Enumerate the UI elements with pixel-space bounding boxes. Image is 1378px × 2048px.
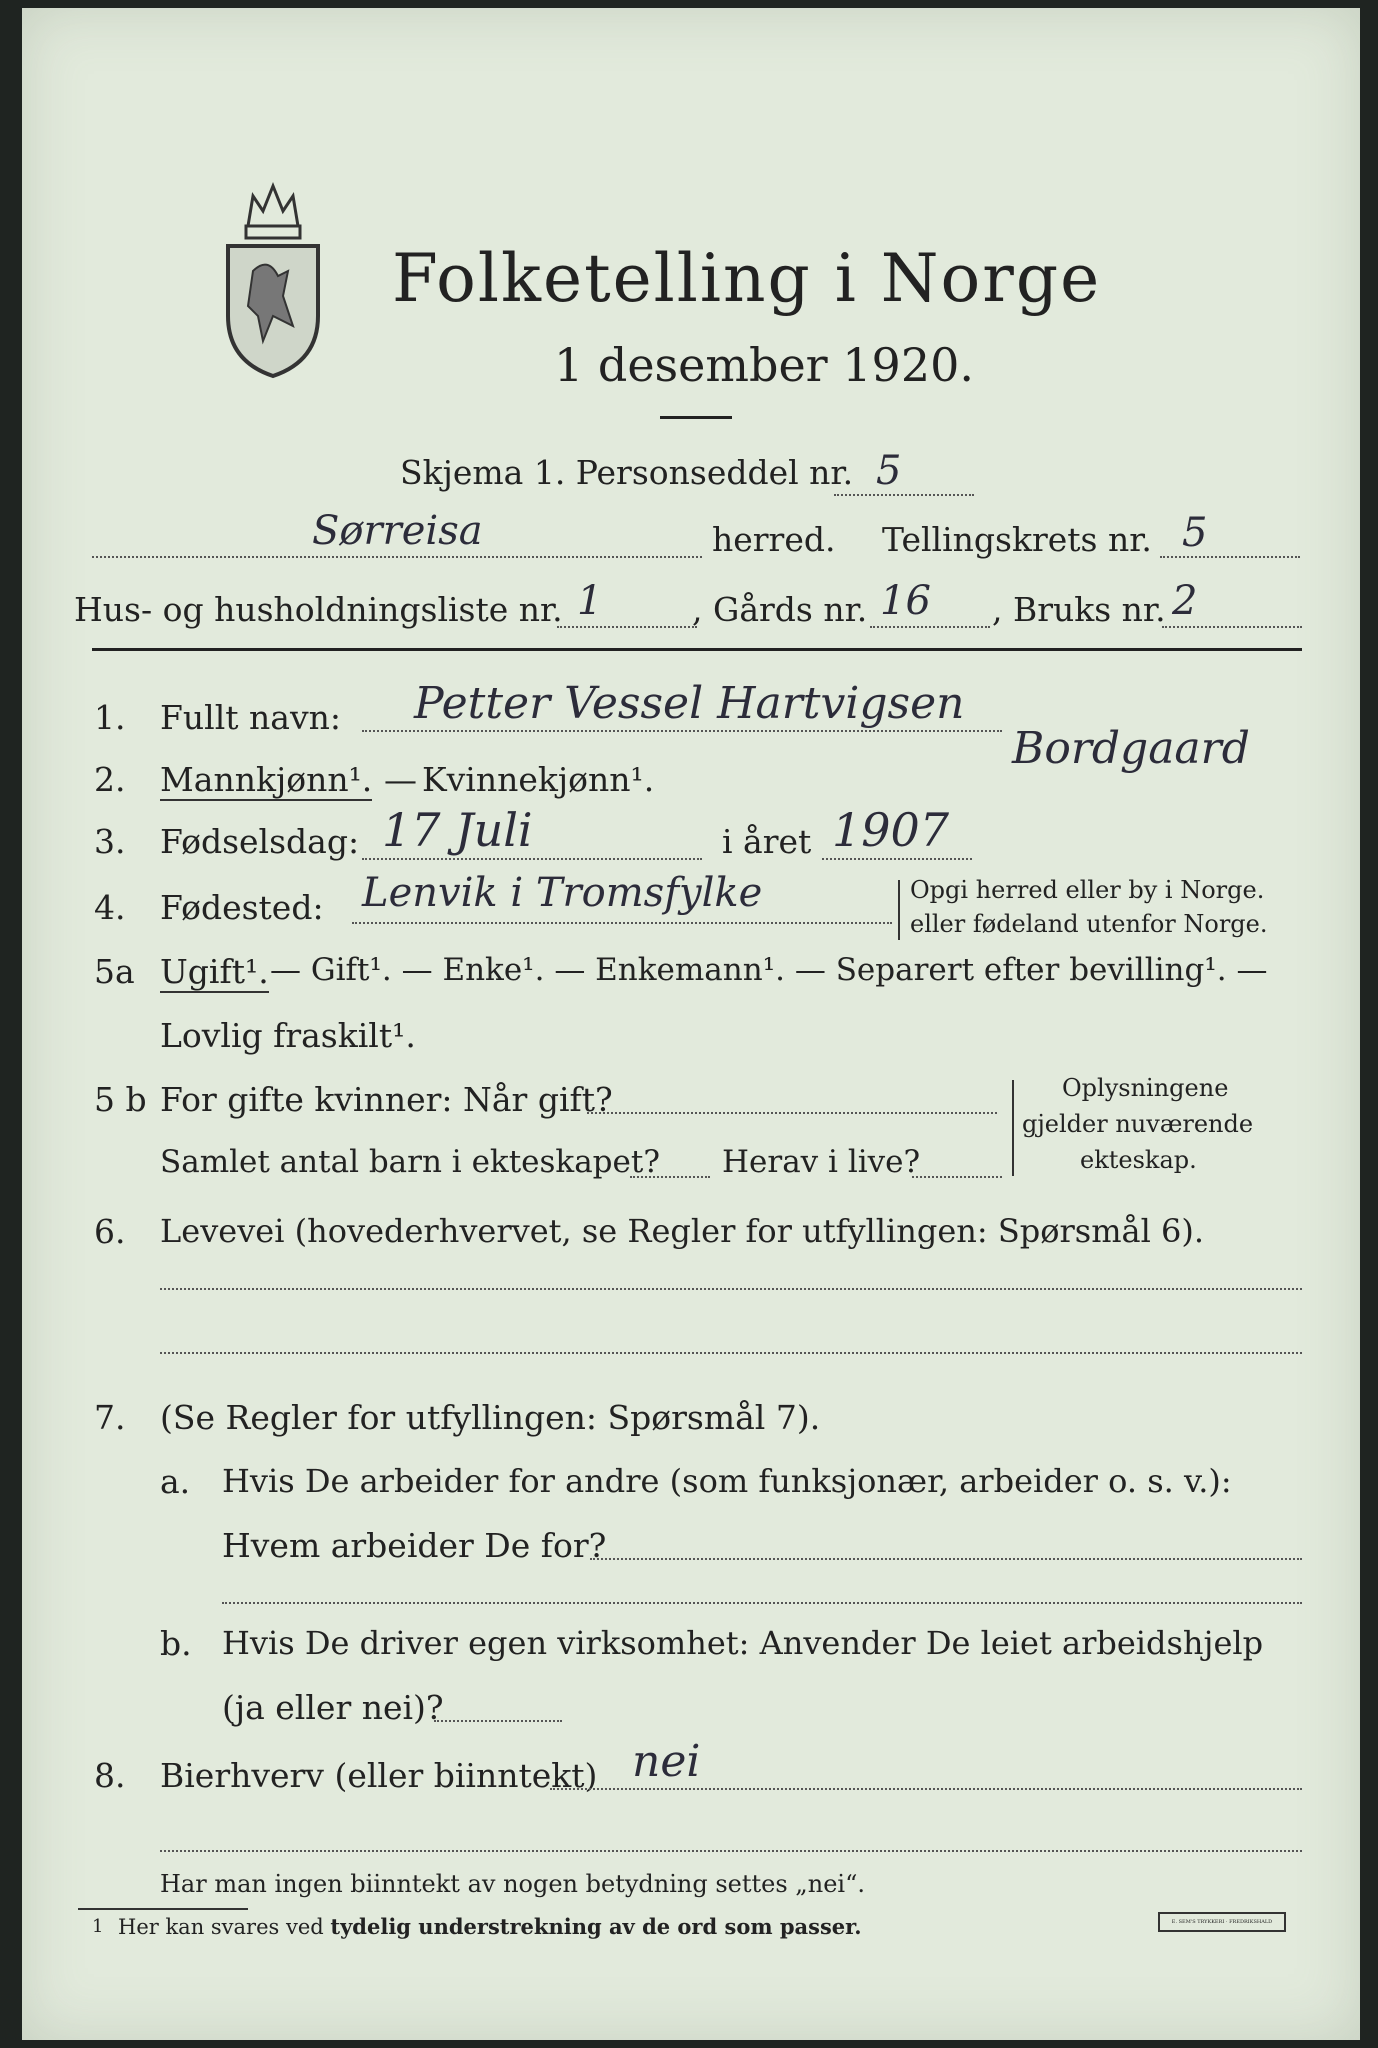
- q6-line-2: [160, 1352, 1302, 1354]
- hus-label: Hus- og husholdningsliste nr.: [74, 590, 563, 629]
- q5b-line-3: [912, 1176, 1002, 1178]
- herred-value: Sørreisa: [312, 508, 483, 554]
- q7a-label-2: Hvem arbeider De for?: [222, 1526, 607, 1565]
- q4-note-1: Opgi herred eller by i Norge.: [910, 876, 1265, 904]
- q2-male: Mannkjønn¹.: [160, 760, 373, 799]
- schema-nr-line: [834, 494, 974, 496]
- gards-label: , Gårds nr.: [692, 590, 868, 629]
- q3-number: 3.: [94, 822, 126, 861]
- q7a-line-1: [590, 1558, 1302, 1560]
- q4-number: 4.: [94, 888, 126, 927]
- title-divider: [660, 416, 732, 419]
- q1-line: [362, 730, 1002, 732]
- q7b-label-2: (ja eller nei)?: [222, 1688, 444, 1727]
- footnote-number: 1: [92, 1916, 104, 1937]
- q5a-line-2: Lovlig fraskilt¹.: [160, 1016, 416, 1055]
- q8-number: 8.: [94, 1756, 126, 1795]
- q8-label: Bierhverv (eller biinntekt): [160, 1756, 598, 1795]
- bruks-line: [1162, 626, 1302, 628]
- q5b-note-3: ekteskap.: [1080, 1146, 1197, 1174]
- krets-value: 5: [1182, 510, 1208, 556]
- q5a-options: — Gift¹. — Enke¹. — Enkemann¹. — Separert efter bevilling¹. —: [270, 952, 1268, 988]
- footnote-text: [118, 1914, 862, 1939]
- q7b-label: Hvis De driver egen virksomhet: Anvender De leiet arbeidshjelp: [222, 1624, 1264, 1662]
- krets-label: Tellingskrets nr.: [882, 520, 1152, 559]
- herred-label: herred.: [712, 520, 836, 559]
- q1-label: Fullt navn:: [160, 698, 341, 737]
- footnote-bold: tydelig understrekning av de ord som passer.: [330, 1914, 862, 1939]
- q5a-ugift: Ugift¹.: [160, 952, 269, 991]
- q5b-number: 5 b: [94, 1080, 147, 1119]
- q3-line: [362, 858, 702, 860]
- q5b-line: [587, 1112, 997, 1114]
- herred-line: [92, 556, 702, 558]
- full-name-value-2: Bordgaard: [1012, 723, 1250, 774]
- hus-line: [557, 626, 697, 628]
- q5b-brace: [1012, 1080, 1014, 1176]
- q2-number: 2.: [94, 760, 126, 799]
- q8-line-2: [160, 1850, 1302, 1852]
- bruks-label: , Bruks nr.: [992, 590, 1166, 629]
- footnote-plain: Her kan svares ved: [118, 1915, 324, 1939]
- q4-label: Fødested:: [160, 888, 324, 927]
- q5a-number: 5a: [94, 952, 135, 991]
- q3-label: Fødselsdag:: [160, 822, 360, 861]
- footer-note: Har man ingen biinntekt av nogen betydning settes „nei“.: [160, 1870, 865, 1898]
- hus-value: 1: [577, 578, 603, 624]
- birth-year-value: 1907: [832, 803, 950, 857]
- q8-line-1: [550, 1788, 1302, 1790]
- schema-nr-value: 5: [876, 448, 902, 494]
- q3-year-line: [822, 858, 972, 860]
- q5b-note-1: Oplysningene: [1062, 1074, 1229, 1102]
- q2-separator: —: [384, 760, 417, 799]
- header-divider: [92, 648, 1302, 651]
- q7a-line-2: [222, 1602, 1302, 1604]
- gards-value: 16: [880, 578, 931, 624]
- census-date: 1 desember 1920.: [554, 338, 974, 392]
- q7b-number: b.: [160, 1624, 192, 1663]
- birthday-value: 17 Juli: [382, 803, 533, 857]
- coat-of-arms-icon: [218, 176, 328, 381]
- bruks-value: 2: [1172, 578, 1198, 624]
- krets-line: [1160, 556, 1300, 558]
- q6-label: Levevei (hovederhvervet, se Regler for utfyllingen: Spørsmål 6).: [160, 1212, 1205, 1250]
- q1-number: 1.: [94, 698, 126, 737]
- q5b-line-2: [630, 1176, 710, 1178]
- gards-line: [870, 626, 990, 628]
- q5b-label: For gifte kvinner: Når gift?: [160, 1080, 613, 1119]
- schema-label: Skjema 1. Personseddel nr.: [400, 453, 854, 492]
- form-title: Folketelling i Norge: [392, 240, 1102, 317]
- full-name-value: Petter Vessel Hartvigsen: [414, 678, 965, 729]
- q7-label: (Se Regler for utfyllingen: Spørsmål 7).: [160, 1398, 821, 1437]
- q7a-number: a.: [160, 1462, 191, 1501]
- q4-note-2: eller fødeland utenfor Norge.: [910, 910, 1268, 938]
- q7-number: 7.: [94, 1398, 126, 1437]
- census-form: [22, 8, 1360, 2040]
- footnote-divider: [78, 1908, 248, 1910]
- q6-line-1: [160, 1288, 1302, 1290]
- q2-female: Kvinnekjønn¹.: [422, 760, 655, 799]
- printer-stamp: E. SEM'S TRYKKERI · FREDRIKSHALD: [1158, 1912, 1286, 1932]
- birthplace-value: Lenvik i Tromsfylke: [362, 870, 763, 916]
- q5b-note-2: gjelder nuværende: [1022, 1110, 1254, 1138]
- q7b-line: [434, 1720, 562, 1722]
- q3-year-label: i året: [722, 822, 812, 861]
- q6-number: 6.: [94, 1212, 126, 1251]
- q7a-label: Hvis De arbeider for andre (som funksjonær, arbeider o. s. v.):: [222, 1462, 1232, 1500]
- q4-brace: [898, 880, 900, 940]
- q5b-label-2: Samlet antal barn i ekteskapet?: [160, 1144, 660, 1180]
- q5b-label-3: Herav i live?: [722, 1144, 921, 1180]
- q4-line: [352, 922, 892, 924]
- sideline-income-value: nei: [632, 1736, 701, 1787]
